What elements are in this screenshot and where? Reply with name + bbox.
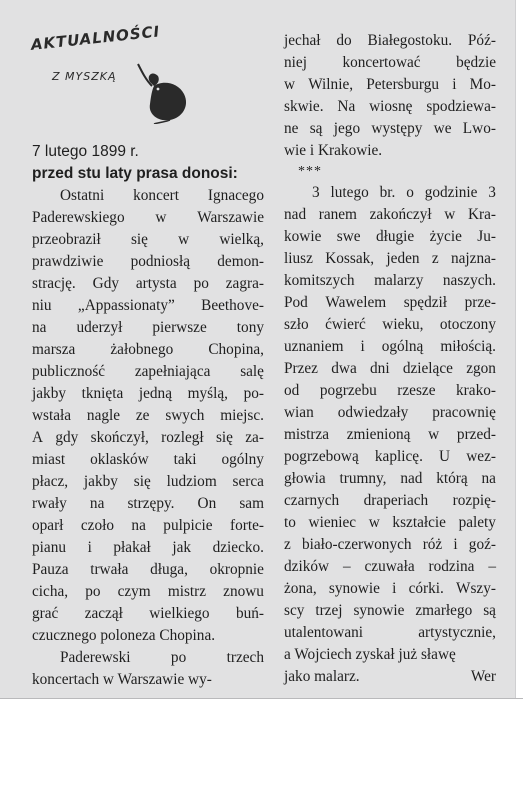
- text-line: przeobraził się w wielką,: [32, 231, 264, 248]
- left-column: [32, 141, 264, 691]
- text-line: A gdy skończył, rozległ się za-: [32, 429, 264, 446]
- text-line: utalentowani artystycznie,: [284, 624, 496, 641]
- text-line: prawdziwie podniosłą demon-: [32, 253, 264, 270]
- text-line: miast oklasków taki ogólny: [32, 451, 264, 468]
- logo-subtitle: Z MYSZKĄ: [52, 70, 117, 83]
- text-line: w Wilnie, Petersburgu i Mo-: [284, 76, 496, 93]
- text-line: z biało-czerwonych róż i goź-: [284, 536, 496, 553]
- text-line: publiczność zapełniająca salę: [32, 363, 264, 380]
- text-line: Paderewskiego w Warszawie: [32, 209, 264, 226]
- text-line: oparł czoło na pulpicie forte-: [32, 517, 264, 534]
- text-line: żona, synowie i córki. Wszy-: [284, 580, 496, 597]
- article-heading: przed stu laty prasa donosi:: [32, 165, 238, 182]
- text-line: czarnych draperiach rozpię-: [284, 492, 496, 509]
- text-line: grać zaczął wielkiego buń-: [32, 605, 264, 622]
- text-line: koncertach w Warszawie wy-: [32, 671, 212, 688]
- text-line: scy trzej synowie zmarłego są: [284, 602, 496, 619]
- left-column-text: [32, 185, 264, 691]
- panel-bottom-rule: [0, 698, 523, 699]
- text-line: Paderewski po trzech: [60, 649, 264, 666]
- text-line: 3 lutego br. o godzinie 3: [312, 184, 496, 201]
- right-column-text-2: [284, 182, 496, 666]
- panel-right-edge: [515, 0, 516, 698]
- text-line: rwały na strzępy. On sam: [32, 495, 264, 512]
- text-line: dzików – czuwała rodzina –: [284, 558, 496, 575]
- text-line: jechał do Białegostoku. Póź-: [284, 32, 496, 49]
- text-line: kowie swe długie życie Ju-: [284, 228, 496, 245]
- text-line: czucznego poloneza Chopina.: [32, 627, 216, 644]
- right-column: [284, 30, 496, 688]
- text-line: pogrzebową kaplicę. U wez-: [284, 448, 496, 465]
- final-line-text: jako malarz.: [284, 668, 360, 685]
- text-line: ne są jego występy we Lwo-: [284, 120, 496, 137]
- text-line: głowia trumny, nad którą na: [284, 470, 496, 487]
- text-line: Ostatni koncert Ignacego: [60, 187, 264, 204]
- section-separator: ***: [298, 164, 322, 179]
- text-line: wstała nagle ze swych miejsc.: [32, 407, 264, 424]
- right-column-text-1: [284, 30, 496, 162]
- text-line: cicha, po czym mistrz znowu: [32, 583, 264, 600]
- text-line: Przez dwa dni dzielące zgon: [284, 360, 496, 377]
- text-line: niu „Appassionaty” Beethove-: [32, 297, 264, 314]
- text-line: jakby tknięta jedną myślą, po-: [32, 385, 264, 402]
- text-line: marsza żałobnego Chopina,: [32, 341, 264, 358]
- text-line: liusz Kossak, jeden z najzna-: [284, 250, 496, 267]
- text-line: płacz, jakby się ludziom serca: [32, 473, 264, 490]
- text-line: wian odwiedzały pracownię: [284, 404, 496, 421]
- text-line: komitszych malarzy naszych.: [284, 272, 496, 289]
- text-line: mistrza zmienioną w przed-: [284, 426, 496, 443]
- text-line: na uderzył pierwsze tony: [32, 319, 264, 336]
- logo-title: AKTUALNOŚCI: [30, 22, 162, 54]
- section-logo: [22, 22, 192, 124]
- text-line: strację. Gdy artysta po zagra-: [32, 275, 264, 292]
- text-line: szło ćwierć wieku, otoczony: [284, 316, 496, 333]
- text-line: wie i Krakowie.: [284, 142, 383, 159]
- text-line: nad ranem zakończył w Kra-: [284, 206, 496, 223]
- text-line: a Wojciech zyskał już sławę: [284, 646, 456, 663]
- text-line: Pauza trwała długa, okropnie: [32, 561, 264, 578]
- text-line: niej koncertować będzie: [284, 54, 496, 71]
- author-signature: Wer: [470, 668, 496, 685]
- article-final-line: [284, 666, 496, 688]
- text-line: Pod Wawelem spędził prze-: [284, 294, 496, 311]
- text-line: skwie. Na wiosnę spodziewa-: [284, 98, 496, 115]
- mouse-icon: [132, 58, 192, 124]
- article-date: 7 lutego 1899 r.: [32, 143, 139, 160]
- text-line: pianu i płakał jak dziecko.: [32, 539, 264, 556]
- text-line: to wieniec w kształcie palety: [284, 514, 496, 531]
- text-line: od pogrzebu rzesze krako-: [284, 382, 496, 399]
- text-line: uznaniem i ogólną miłością.: [284, 338, 496, 355]
